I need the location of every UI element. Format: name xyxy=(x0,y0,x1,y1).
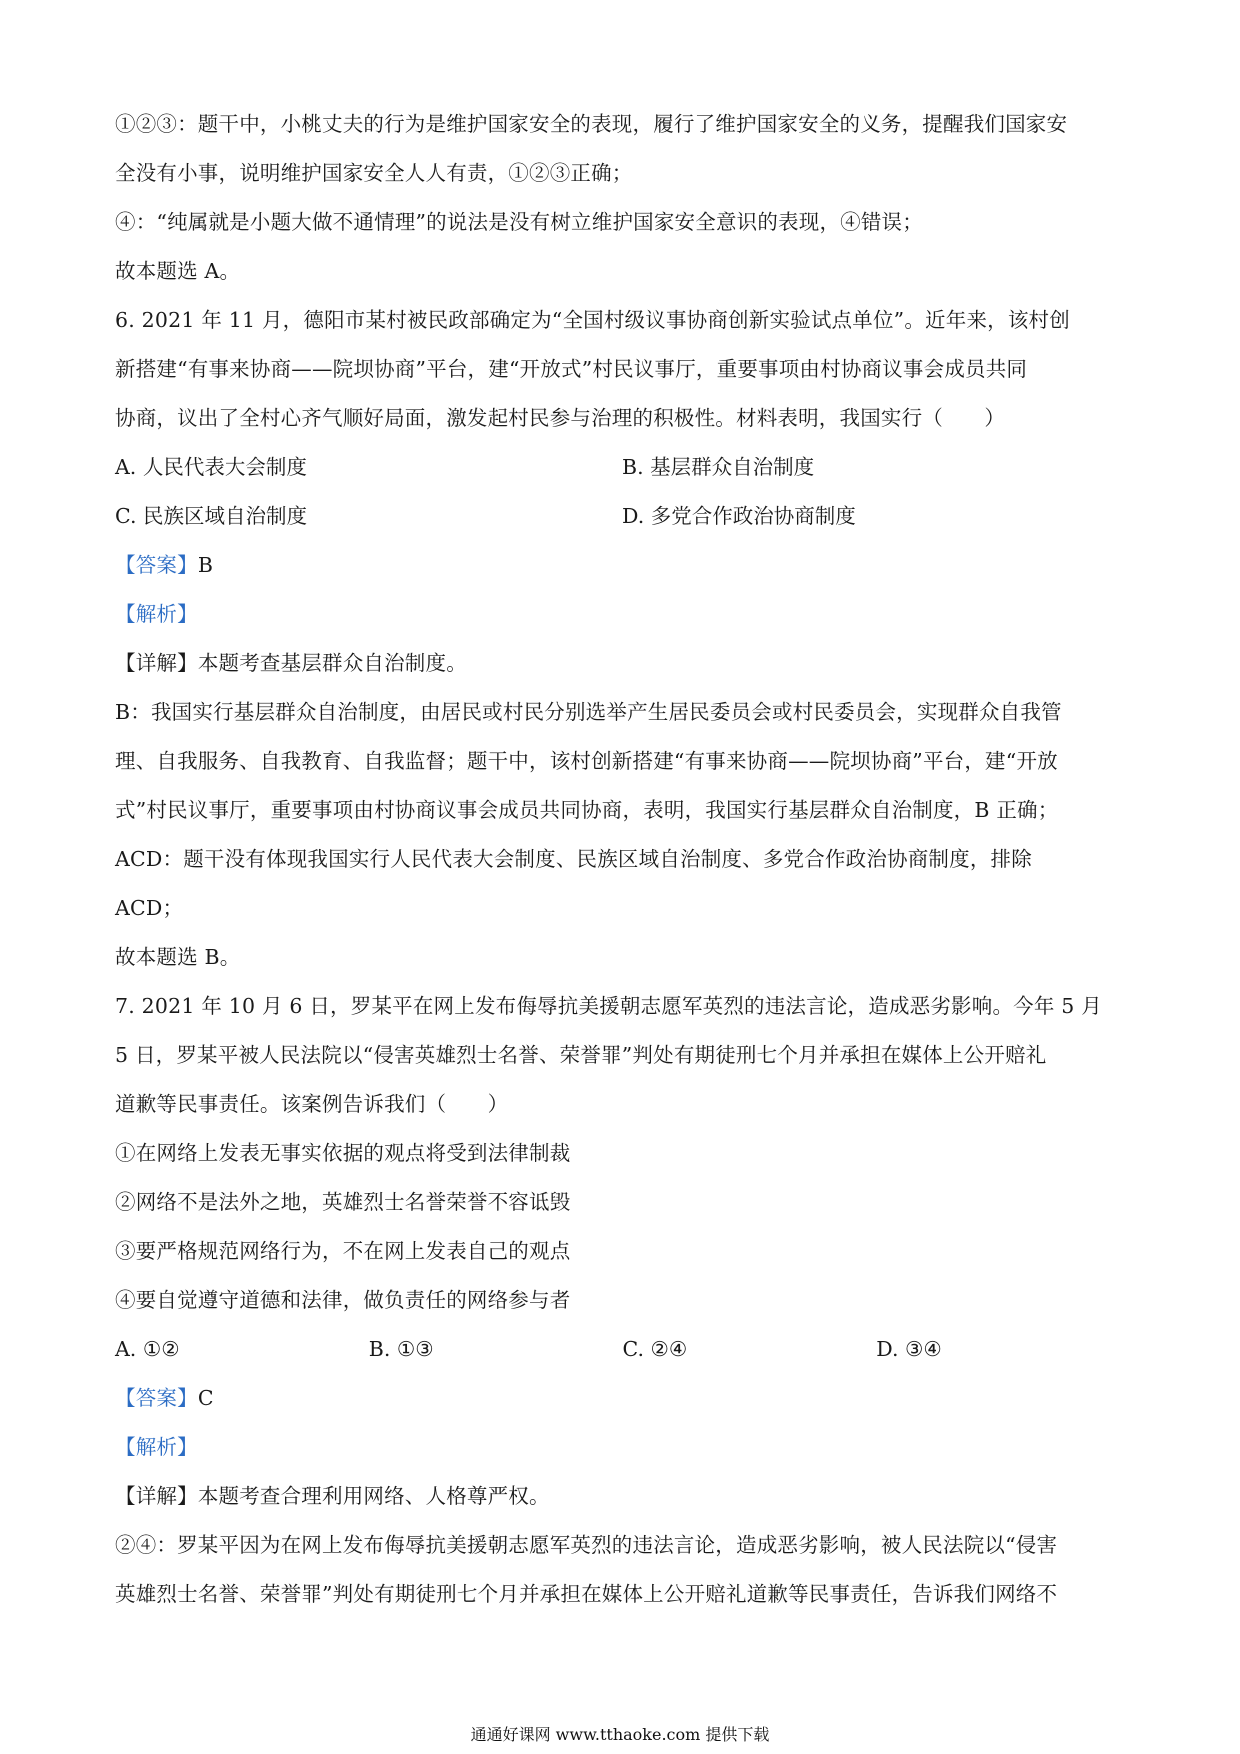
question-stem-line: 道歉等民事责任。该案例告诉我们（ ） xyxy=(115,1092,509,1116)
question-stem-line: 协商，议出了全村心齐气顺好局面，激发起村民参与治理的积极性。材料表明，我国实行（ ） xyxy=(115,406,1006,430)
text-line: ④：“纯属就是小题大做不通情理”的说法是没有树立维护国家安全意识的表现，④错误； xyxy=(115,210,923,234)
question-6 xyxy=(115,296,1130,982)
option-d: D. 多党合作政治协商制度 xyxy=(622,504,856,528)
detail-line xyxy=(115,639,1130,688)
option-a: A. 人民代表大会制度 xyxy=(115,455,307,479)
option-a: A. ①② xyxy=(115,1337,180,1361)
document-page xyxy=(115,100,1130,1619)
detail-tag: 【详解】 xyxy=(115,651,198,675)
answer-line xyxy=(115,541,1130,590)
statement-item: ③要严格规范网络行为，不在网上发表自己的观点 xyxy=(115,1239,571,1263)
analysis-tag: 【解析】 xyxy=(115,1435,198,1459)
answer-tag: 【答案】 xyxy=(115,1386,198,1410)
statement-item: ②网络不是法外之地，英雄烈士名誉荣誉不容诋毁 xyxy=(115,1190,571,1214)
page-footer: 通通好课网 www.tthaoke.com 提供下载 xyxy=(470,1725,770,1744)
answer-line xyxy=(115,1374,1130,1423)
question-stem-line: 新搭建“有事来协商——院坝协商”平台，建“开放式”村民议事厅，重要事项由村协商议事会成员共同 xyxy=(115,357,1028,381)
question-7 xyxy=(115,982,1130,1619)
question-stem-line: 7. 2021 年 10 月 6 日，罗某平在网上发布侮辱抗美援朝志愿军英烈的违法言论，造成恶劣影响。今年 5 月 xyxy=(115,994,1102,1018)
answer-value: C xyxy=(197,1386,214,1410)
options-row xyxy=(115,492,1130,541)
text-line: 全没有小事，说明维护国家安全人人有责，①②③正确； xyxy=(115,161,633,185)
detail-text: 本题考查合理利用网络、人格尊严权。 xyxy=(197,1484,550,1508)
explanation-line: ②④：罗某平因为在网上发布侮辱抗美援朝志愿军英烈的违法言论，造成恶劣影响，被人民法院以“侵害 xyxy=(115,1533,1058,1557)
analysis-line xyxy=(115,590,1130,639)
text-line: ①②③：题干中，小桃丈夫的行为是维护国家安全的表现，履行了维护国家安全的义务，提醒我们国家安 xyxy=(115,112,1068,136)
detail-text: 本题考查基层群众自治制度。 xyxy=(197,651,467,675)
analysis-line xyxy=(115,1423,1130,1472)
question-stem-line: 6. 2021 年 11 月，德阳市某村被民政部确定为“全国村级议事协商创新实验试点单位”。近年来，该村创 xyxy=(115,308,1070,332)
explanation-line: 故本题选 B。 xyxy=(115,945,241,969)
answer-value: B xyxy=(197,553,214,577)
explanation-line: ACD； xyxy=(115,896,184,920)
option-c: C. ②④ xyxy=(622,1337,688,1361)
options-row xyxy=(115,1325,1130,1374)
detail-line xyxy=(115,1472,1130,1521)
option-d: D. ③④ xyxy=(876,1337,942,1361)
option-b: B. 基层群众自治制度 xyxy=(622,455,815,479)
statement-item: ④要自觉遵守道德和法律，做负责任的网络参与者 xyxy=(115,1288,571,1312)
option-c: C. 民族区域自治制度 xyxy=(115,504,307,528)
options-row xyxy=(115,443,1130,492)
explanation-line: 理、自我服务、自我教育、自我监督；题干中，该村创新搭建“有事来协商——院坝协商”平台，建“开放 xyxy=(115,749,1058,773)
option-b: B. ①③ xyxy=(368,1337,434,1361)
answer-tag: 【答案】 xyxy=(115,553,198,577)
analysis-tag: 【解析】 xyxy=(115,602,198,626)
q5-explanation-tail xyxy=(115,100,1130,296)
text-line: 故本题选 A。 xyxy=(115,259,241,283)
question-stem-line: 5 日，罗某平被人民法院以“侵害英雄烈士名誉、荣誉罪”判处有期徒刑七个月并承担在媒体上公开赔礼 xyxy=(115,1043,1047,1067)
detail-tag: 【详解】 xyxy=(115,1484,198,1508)
statement-item: ①在网络上发表无事实依据的观点将受到法律制裁 xyxy=(115,1141,571,1165)
explanation-line: 式”村民议事厅，重要事项由村协商议事会成员共同协商，表明，我国实行基层群众自治制度，B 正确； xyxy=(115,798,1059,822)
explanation-line: B：我国实行基层群众自治制度，由居民或村民分别选举产生居民委员会或村民委员会，实现群众自我管 xyxy=(115,700,1062,724)
explanation-line: 英雄烈士名誉、荣誉罪”判处有期徒刑七个月并承担在媒体上公开赔礼道歉等民事责任，告诉我们网络不 xyxy=(115,1582,1058,1606)
explanation-line: ACD：题干没有体现我国实行人民代表大会制度、民族区域自治制度、多党合作政治协商制度，排除 xyxy=(115,847,1032,871)
